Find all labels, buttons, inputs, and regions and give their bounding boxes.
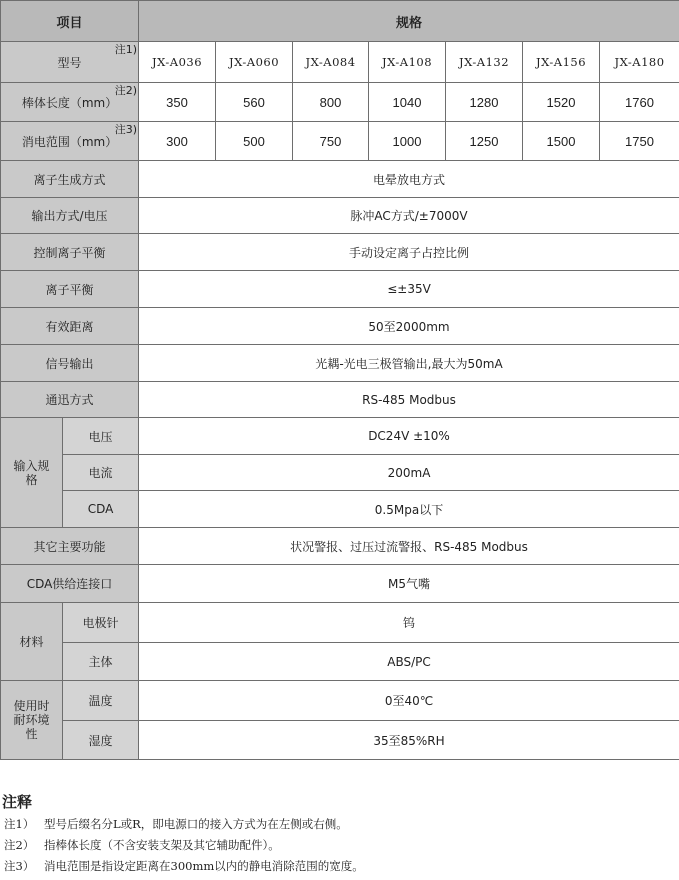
signal-value: 光耦-光电三极管输出,最大为50mA	[139, 345, 679, 382]
model-value: JX-A060	[216, 42, 293, 83]
input-cda-label: CDA	[63, 491, 139, 528]
length-value: 350	[139, 83, 216, 122]
row-env-humidity	[1, 721, 679, 760]
note-line	[0, 856, 679, 877]
input-current-label: 电流	[63, 455, 139, 491]
input-current-value: 200mA	[139, 455, 679, 491]
row-material-electrode	[1, 603, 679, 643]
notes-section	[0, 790, 679, 877]
range-label: 消电范围（mm）	[21, 134, 118, 149]
env-humidity-label: 湿度	[63, 721, 139, 760]
length-label: 棒体长度（mm）	[21, 95, 118, 110]
header-item: 项目	[1, 1, 139, 42]
note-text: 消电范围是指设定距离在300mm以内的静电消除范围的宽度。	[44, 859, 364, 873]
range-value: 1500	[523, 122, 600, 161]
notes-title: 注释	[2, 793, 33, 811]
row-material-body	[1, 643, 679, 681]
ion-balance-value: ≤±35V	[139, 271, 679, 308]
comm-label: 通迅方式	[1, 382, 139, 418]
model-value: JX-A108	[369, 42, 446, 83]
ion-gen-label: 离子生成方式	[1, 161, 139, 198]
range-note-mark: 注3)	[114, 123, 138, 136]
distance-label: 有效距离	[1, 308, 139, 345]
row-comm	[1, 382, 679, 418]
length-value: 800	[293, 83, 369, 122]
length-value: 1520	[523, 83, 600, 122]
header-spec: 规格	[139, 1, 679, 42]
range-value: 1750	[600, 122, 679, 161]
material-electrode-value: 钨	[139, 603, 679, 643]
material-electrode-label: 电极针	[63, 603, 139, 643]
row-output	[1, 198, 679, 234]
output-label: 输出方式/电压	[1, 198, 139, 234]
row-distance	[1, 308, 679, 345]
length-value: 1280	[446, 83, 523, 122]
input-voltage-value: DC24V ±10%	[139, 418, 679, 455]
note-key: 注2）	[4, 838, 35, 852]
length-label-cell	[1, 83, 139, 122]
material-body-value: ABS/PC	[139, 643, 679, 681]
note-key: 注1）	[4, 817, 35, 831]
cda-port-value: M5气嘴	[139, 565, 679, 603]
model-value: JX-A180	[600, 42, 679, 83]
range-value: 300	[139, 122, 216, 161]
row-other	[1, 528, 679, 565]
length-value: 1760	[600, 83, 679, 122]
note-text: 指棒体长度（不含安装支架及其它辅助配件）。	[44, 838, 280, 852]
length-value: 1040	[369, 83, 446, 122]
row-range	[1, 122, 679, 161]
length-note-mark: 注2)	[114, 84, 138, 97]
note-line	[0, 835, 679, 856]
model-value: JX-A132	[446, 42, 523, 83]
row-length	[1, 83, 679, 122]
env-humidity-value: 35至85%RH	[139, 721, 679, 760]
output-value: 脉冲AC方式/±7000V	[139, 198, 679, 234]
ion-ctrl-value: 手动设定离子占控比例	[139, 234, 679, 271]
env-temp-label: 温度	[63, 681, 139, 721]
row-ion-ctrl	[1, 234, 679, 271]
length-value: 560	[216, 83, 293, 122]
row-model	[1, 42, 679, 83]
model-value: JX-A036	[139, 42, 216, 83]
input-group-label	[1, 418, 63, 528]
signal-label: 信号输出	[1, 345, 139, 382]
row-env-temp	[1, 681, 679, 721]
range-label-cell	[1, 122, 139, 161]
material-body-label: 主体	[63, 643, 139, 681]
range-value: 750	[293, 122, 369, 161]
row-signal	[1, 345, 679, 382]
input-voltage-label: 电压	[63, 418, 139, 455]
model-note-mark: 注1)	[114, 43, 138, 56]
comm-value: RS-485 Modbus	[139, 382, 679, 418]
range-value: 1250	[446, 122, 523, 161]
ion-gen-value: 电晕放电方式	[139, 161, 679, 198]
input-group-text: 输入规格	[13, 458, 50, 487]
input-cda-value: 0.5Mpa以下	[139, 491, 679, 528]
row-ion-balance	[1, 271, 679, 308]
note-key: 注3）	[4, 859, 35, 873]
env-temp-value: 0至40℃	[139, 681, 679, 721]
range-value: 500	[216, 122, 293, 161]
ion-ctrl-label: 控制离子平衡	[1, 234, 139, 271]
distance-value: 50至2000mm	[139, 308, 679, 345]
note-line	[0, 814, 679, 835]
env-group-text: 使用时耐环境性	[13, 699, 50, 741]
row-input-current	[1, 455, 679, 491]
row-cda-port	[1, 565, 679, 603]
model-label: 型号	[57, 55, 82, 70]
row-ion-gen	[1, 161, 679, 198]
row-input-voltage	[1, 418, 679, 455]
model-label-cell	[1, 42, 139, 83]
other-label: 其它主要功能	[1, 528, 139, 565]
other-value: 状况警报、过压过流警报、RS-485 Modbus	[139, 528, 679, 565]
model-value: JX-A156	[523, 42, 600, 83]
model-value: JX-A084	[293, 42, 369, 83]
note-text: 型号后缀名分L或R，即电源口的接入方式为在左侧或右侧。	[44, 817, 348, 831]
env-group-label	[1, 681, 63, 760]
material-group-label: 材料	[1, 603, 63, 681]
cda-port-label: CDA供给连接口	[1, 565, 139, 603]
ion-balance-label: 离子平衡	[1, 271, 139, 308]
row-input-cda	[1, 491, 679, 528]
range-value: 1000	[369, 122, 446, 161]
